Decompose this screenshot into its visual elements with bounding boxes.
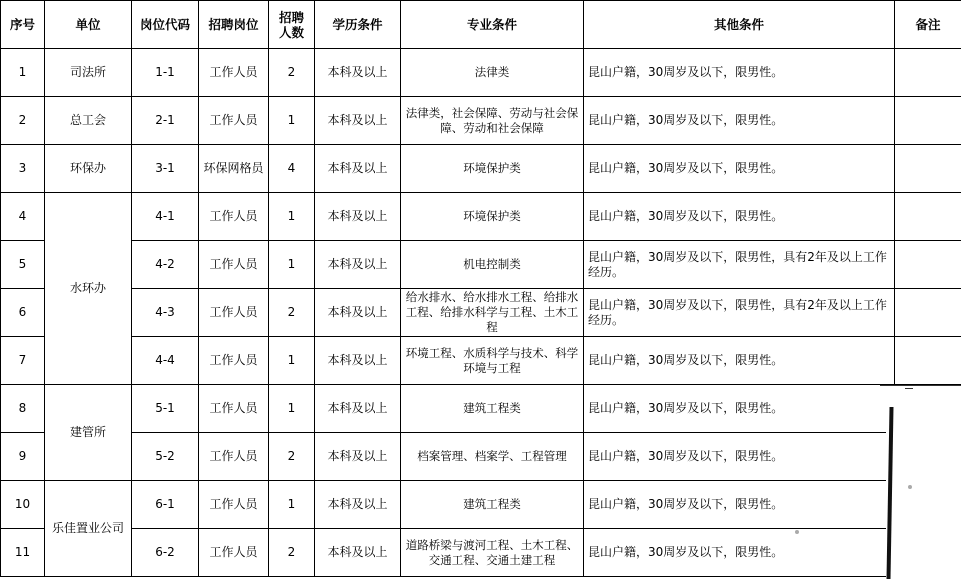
table-row [1,481,961,529]
cell-other: 昆山户籍，30周岁及以下，限男性。 [584,385,895,433]
cell-other: 昆山户籍，30周岁及以下，限男性。 [584,193,895,241]
cell-major: 道路桥梁与渡河工程、土木工程、交通工程、交通土建工程 [401,529,584,577]
cell-no: 3 [1,145,45,193]
cell-code: 1-1 [132,49,199,97]
cell-position: 工作人员 [199,49,269,97]
cell-code: 4-3 [132,289,199,337]
cell-position: 环保网格员 [199,145,269,193]
cell-code: 6-1 [132,481,199,529]
cell-major: 给水排水、给水排水工程、给排水工程、给排水科学与工程、土木工程 [401,289,584,337]
table-row [1,289,961,337]
scan-artifact-dot [908,485,912,489]
cell-count: 1 [269,193,315,241]
cell-code: 4-4 [132,337,199,385]
header-remark: 备注 [895,1,961,49]
table-row [1,97,961,145]
cell-major: 环境保护类 [401,193,584,241]
cell-education: 本科及以上 [315,529,401,577]
cell-count: 2 [269,289,315,337]
cell-position: 工作人员 [199,241,269,289]
cell-major: 建筑工程类 [401,385,584,433]
cell-count: 1 [269,337,315,385]
cell-other: 昆山户籍，30周岁及以下，限男性。 [584,49,895,97]
cell-major: 档案管理、档案学、工程管理 [401,433,584,481]
cell-position: 工作人员 [199,481,269,529]
cell-position: 工作人员 [199,385,269,433]
cell-no: 2 [1,97,45,145]
cell-count: 1 [269,97,315,145]
cell-education: 本科及以上 [315,385,401,433]
table-row [1,385,961,433]
table-row [1,145,961,193]
cell-unit: 环保办 [45,145,132,193]
cell-no: 1 [1,49,45,97]
header-count: 招聘人数 [269,1,315,49]
cell-code: 6-2 [132,529,199,577]
header-row [1,1,961,49]
cell-other: 昆山户籍，30周岁及以下，限男性。 [584,97,895,145]
header-major: 专业条件 [401,1,584,49]
cell-education: 本科及以上 [315,241,401,289]
cell-major: 环境工程、水质科学与技术、科学环境与工程 [401,337,584,385]
cell-major: 法律类 [401,49,584,97]
cell-remark [895,241,961,289]
cell-no: 4 [1,193,45,241]
cell-no: 10 [1,481,45,529]
cell-no: 9 [1,433,45,481]
cell-major: 法律类，社会保障、劳动与社会保障、劳动和社会保障 [401,97,584,145]
cell-education: 本科及以上 [315,337,401,385]
cell-major: 机电控制类 [401,241,584,289]
cell-position: 工作人员 [199,97,269,145]
header-unit: 单位 [45,1,132,49]
cell-remark [895,337,961,385]
cell-code: 4-2 [132,241,199,289]
cell-position: 工作人员 [199,289,269,337]
cell-count: 2 [269,529,315,577]
cell-no: 7 [1,337,45,385]
cell-other: 昆山户籍，30周岁及以下，限男性。 [584,337,895,385]
header-other: 其他条件 [584,1,895,49]
header-no: 序号 [1,1,45,49]
cell-no: 5 [1,241,45,289]
cell-code: 5-1 [132,385,199,433]
cell-remark [895,289,961,337]
cell-code: 3-1 [132,145,199,193]
cell-unit: 司法所 [45,49,132,97]
cell-education: 本科及以上 [315,97,401,145]
cell-unit: 建管所 [45,385,132,481]
scan-smudge [886,385,961,579]
cell-education: 本科及以上 [315,433,401,481]
table-row [1,49,961,97]
cell-other: 昆山户籍，30周岁及以下，限男性。 [584,433,895,481]
cell-code: 4-1 [132,193,199,241]
cell-code: 2-1 [132,97,199,145]
cell-remark [895,193,961,241]
cell-count: 4 [269,145,315,193]
table-row [1,529,961,577]
header-position: 招聘岗位 [199,1,269,49]
cell-unit: 水环办 [45,193,132,385]
cell-remark [895,49,961,97]
scan-artifact-line [905,388,913,389]
cell-major: 环境保护类 [401,145,584,193]
table-row [1,241,961,289]
cell-count: 2 [269,49,315,97]
cell-no: 11 [1,529,45,577]
cell-position: 工作人员 [199,337,269,385]
cell-unit: 总工会 [45,97,132,145]
table-row [1,193,961,241]
cell-education: 本科及以上 [315,481,401,529]
cell-remark [895,145,961,193]
cell-position: 工作人员 [199,529,269,577]
cell-education: 本科及以上 [315,193,401,241]
cell-education: 本科及以上 [315,145,401,193]
header-code: 岗位代码 [132,1,199,49]
cell-count: 1 [269,385,315,433]
cell-position: 工作人员 [199,193,269,241]
cell-code: 5-2 [132,433,199,481]
cell-count: 1 [269,481,315,529]
cell-education: 本科及以上 [315,289,401,337]
header-education: 学历条件 [315,1,401,49]
cell-no: 8 [1,385,45,433]
cell-education: 本科及以上 [315,49,401,97]
table-row [1,337,961,385]
cell-major: 建筑工程类 [401,481,584,529]
cell-unit: 乐佳置业公司 [45,481,132,577]
cell-position: 工作人员 [199,433,269,481]
cell-other: 昆山户籍，30周岁及以下，限男性。 [584,481,895,529]
cell-other: 昆山户籍，30周岁及以下，限男性，具有2年及以上工作经历。 [584,241,895,289]
cell-count: 2 [269,433,315,481]
cell-other: 昆山户籍，30周岁及以下，限男性。 [584,145,895,193]
scan-artifact-line [880,385,961,386]
cell-other: 昆山户籍，30周岁及以下，限男性，具有2年及以上工作经历。 [584,289,895,337]
cell-remark [895,97,961,145]
table-row [1,433,961,481]
scan-artifact-dot [795,530,799,534]
cell-count: 1 [269,241,315,289]
cell-no: 6 [1,289,45,337]
cell-other: 昆山户籍，30周岁及以下，限男性。 [584,529,895,577]
